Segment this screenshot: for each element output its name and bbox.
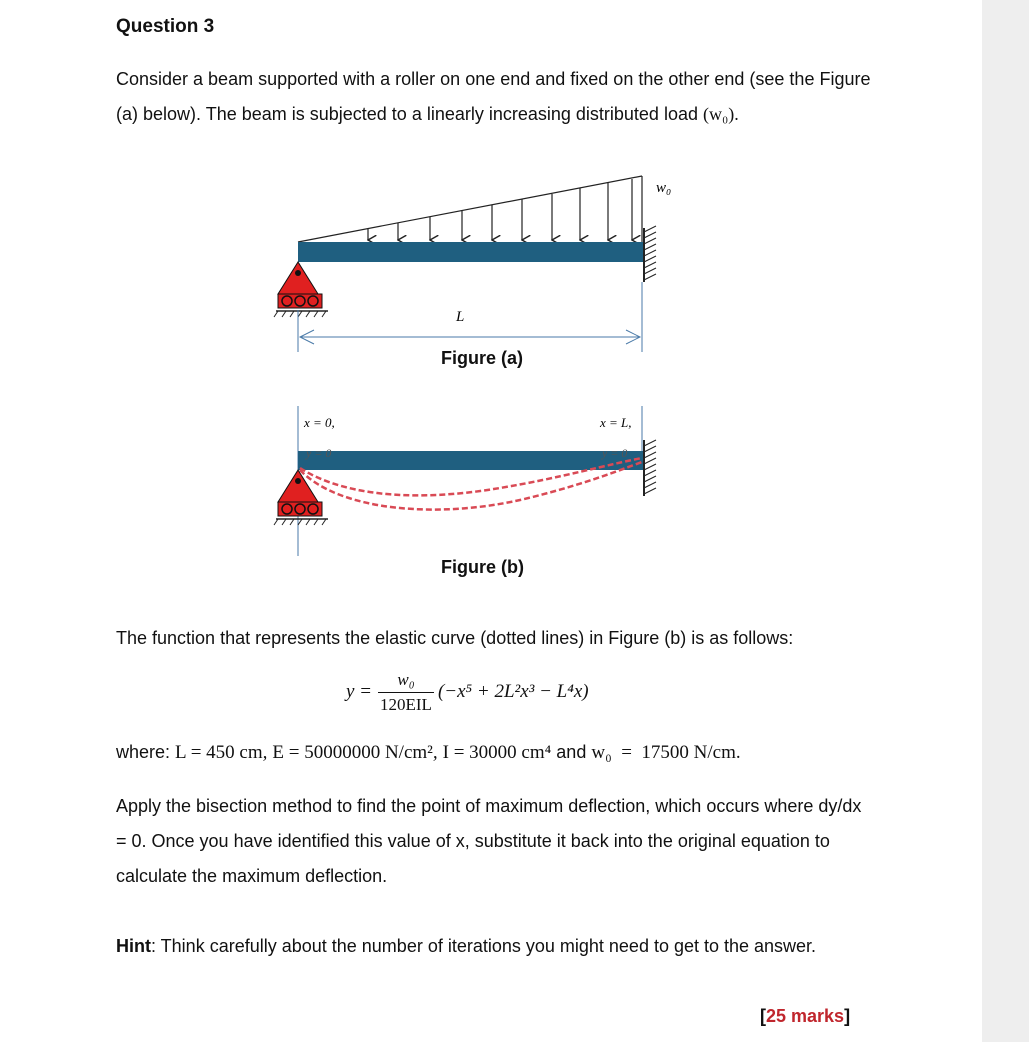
figure-b xyxy=(270,400,690,560)
hint-paragraph xyxy=(116,929,864,964)
left-boundary-y: y = 0 xyxy=(306,446,332,460)
fixed-support xyxy=(644,226,656,282)
elastic-curve-equation xyxy=(346,666,589,718)
roller-support xyxy=(274,262,328,317)
equation-polynomial: (−x⁵ + 2L²x³ − L⁴x) xyxy=(437,681,589,702)
equation-fraction xyxy=(378,670,434,715)
where-label: where: xyxy=(116,742,171,762)
intro-paragraph xyxy=(116,62,876,132)
and-word: and xyxy=(556,742,587,762)
length-label: L xyxy=(456,309,465,325)
beam xyxy=(298,451,644,470)
value-L: L = 450 cm xyxy=(175,742,263,763)
intro-load-symbol: (w₀). xyxy=(703,104,739,124)
right-boundary-y: y = 0 xyxy=(602,446,628,460)
load-intensity-label: w₀ xyxy=(656,180,672,196)
marks-value: 25 marks xyxy=(766,1006,845,1026)
left-boundary-x: x = 0, xyxy=(304,415,335,430)
value-I: I = 30000 cm⁴ xyxy=(442,742,552,763)
right-boundary-x: x = L, xyxy=(600,415,632,430)
marks-close-bracket: ] xyxy=(844,1006,851,1026)
equation-numerator: w₀ xyxy=(397,669,415,689)
task-paragraph: Apply the bisection method to find the point of maximum deflection, which occurs where dy/dx = 0. Once you have identified this value of x, substitute it back into the original equation to calculate the maximum deflection. xyxy=(116,796,862,886)
value-E: E = 50000000 N/cm² xyxy=(272,742,433,763)
right-margin-panel xyxy=(982,0,1029,1042)
figure-b-caption: Figure (b) xyxy=(441,557,524,577)
value-w0: w₀ = 17500 N/cm. xyxy=(591,742,741,763)
equation-lead: The function that represents the elastic curve (dotted lines) in Figure (b) is as follows: xyxy=(116,628,794,648)
length-dimension xyxy=(298,282,642,352)
given-values: where: L = 450 cm, E = 50000000 N/cm², I = 30000 cm⁴ and w₀ = 17500 N/cm. xyxy=(116,742,741,763)
fraction-bar xyxy=(378,692,434,693)
question-title: Question 3 xyxy=(116,16,215,37)
hint-text: : Think carefully about the number of iterations you might need to get to the answer. xyxy=(151,936,817,956)
marks-badge xyxy=(760,1006,850,1027)
intro-text: Consider a beam supported with a roller on one end and fixed on the other end (see the Figure (a) below). The beam is subjected to a linearly increasing distributed load xyxy=(116,69,871,124)
distributed-load-arrows xyxy=(368,179,632,240)
equation-lhs: y = xyxy=(346,681,373,702)
load-envelope-line xyxy=(298,176,642,242)
equation-denominator: 120EIL xyxy=(380,694,432,714)
beam xyxy=(298,242,644,262)
figure-a-caption: Figure (a) xyxy=(441,348,524,368)
fixed-support xyxy=(644,440,656,496)
marks-open-bracket: [ xyxy=(760,1006,766,1026)
hint-label: Hint xyxy=(116,936,151,956)
